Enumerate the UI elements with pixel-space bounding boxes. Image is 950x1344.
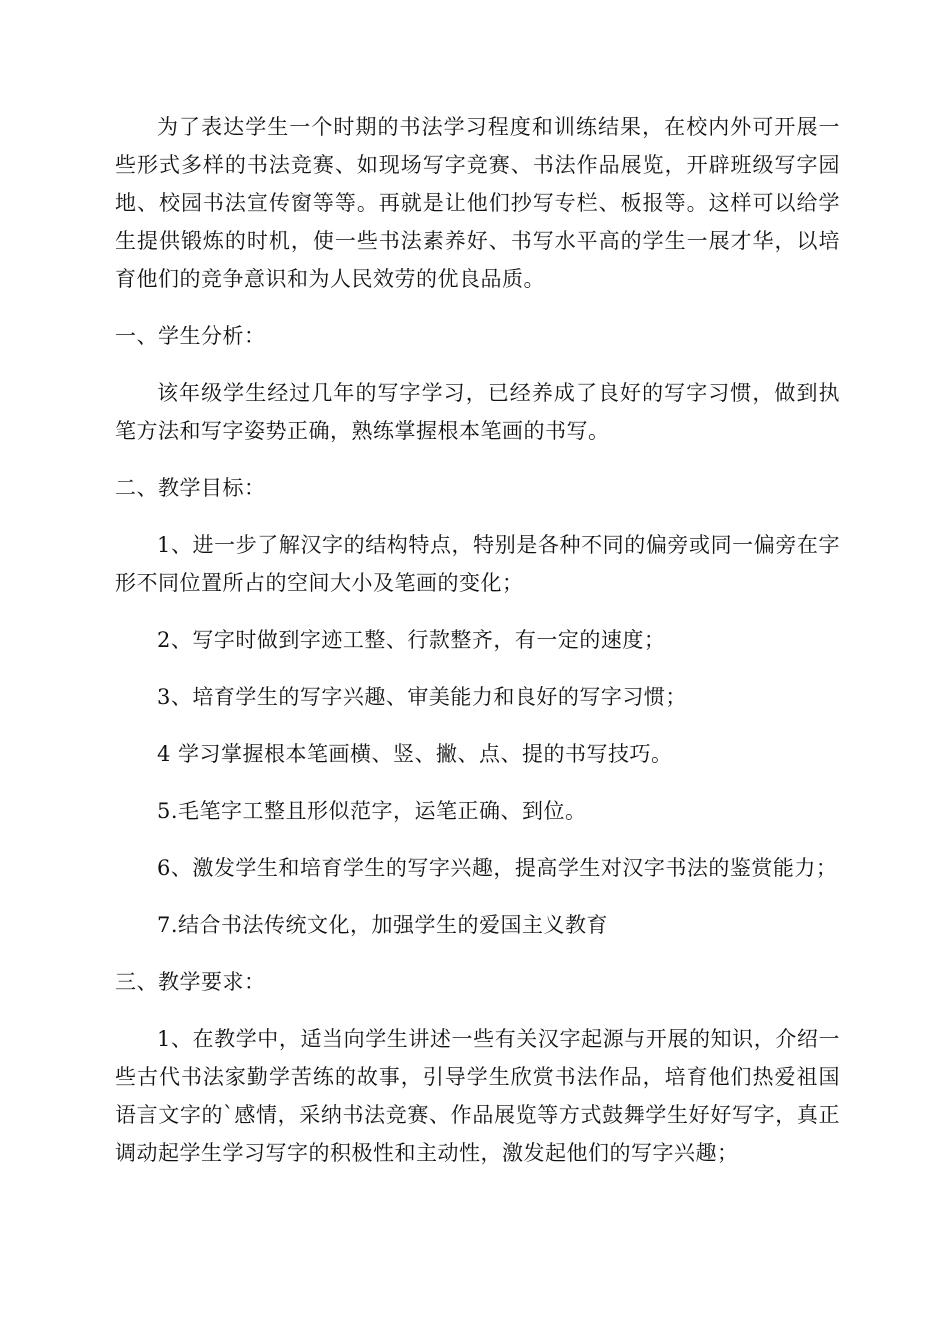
section-heading-student-analysis: 一、学生分析： (115, 324, 266, 348)
section-heading-teaching-goals: 二、教学目标： (115, 476, 266, 500)
intro-paragraph: 为了表达学生一个时期的书法学习程度和训练结果，在校内外可开展一些形式多样的书法竞赛、如现场写字竞赛、书法作品展览，开辟班级写字园地、校园书法宣传窗等等。再就是让他们抄写专栏、板报等。这样可以给学生提供锻炼的时机，使一些书法素养好、书写水平高的学生一展才华，以培育他们的竞争意识和为人民效劳的优良品质。 (115, 115, 840, 291)
section-heading-teaching-requirements: 三、教学要求： (115, 970, 266, 994)
document-body (115, 108, 840, 1191)
student-analysis-paragraph: 该年级学生经过几年的写字学习，已经养成了良好的写字习惯，做到执笔方法和写字姿势正确，熟练掌握根本笔画的书写。 (115, 381, 840, 443)
goal-item-5: 5.毛笔字工整且形似范字，运笔正确、到位。 (157, 799, 587, 823)
goal-item-6: 6、激发学生和培育学生的写字兴趣，提高学生对汉字书法的鉴赏能力； (157, 856, 838, 880)
goal-item-3: 3、培育学生的写字兴趣、审美能力和良好的写字习惯； (157, 685, 687, 709)
goal-item-7: 7.结合书法传统文化，加强学生的爱国主义教育 (157, 913, 609, 937)
goal-item-1: 1、进一步了解汉字的结构特点，特别是各种不同的偏旁或同一偏旁在字形不同位置所占的空间大小及笔画的变化； (115, 533, 840, 595)
requirement-item-1: 1、在教学中，适当向学生讲述一些有关汉字起源与开展的知识，介绍一些古代书法家勤学苦练的故事，引导学生欣赏书法作品，培育他们热爱祖国语言文字的`感情，采纳书法竞赛、作品展览等方式鼓舞学生好好写字，真正调动起学生学习写字的积极性和主动性，激发起他们的写字兴趣； (115, 1027, 840, 1165)
goal-item-4: 4 学习掌握根本笔画横、竖、撇、点、提的书写技巧。 (157, 742, 673, 766)
goal-item-2: 2、写字时做到字迹工整、行款整齐，有一定的速度； (157, 628, 666, 652)
